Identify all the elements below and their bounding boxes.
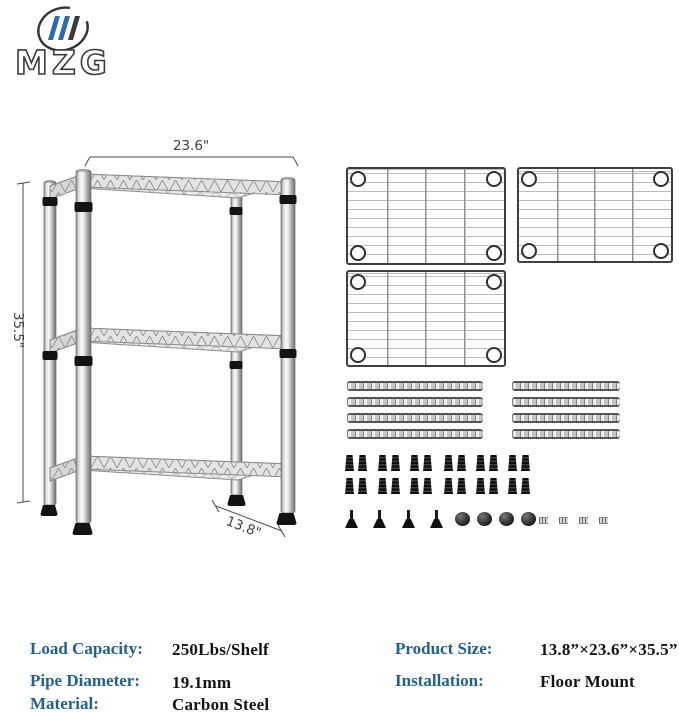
sleeve-part: [489, 455, 498, 471]
sleeve-part: [457, 478, 466, 494]
foot-cap-part: [477, 512, 492, 526]
foot-cap-part: [499, 512, 514, 526]
leveling-foot-part: [402, 510, 415, 530]
sleeve-part: [508, 455, 517, 471]
leveling-foot-part: [430, 510, 443, 530]
pole-part: [347, 413, 483, 423]
sleeve-part: [345, 455, 354, 471]
spec-value-pipe-diameter: 19.1mm: [172, 673, 232, 692]
sleeve-part: [476, 478, 485, 494]
foot-cap-part: [455, 512, 470, 526]
sleeve-part: [444, 455, 453, 471]
pole-part: [347, 429, 483, 439]
sleeve-part: [521, 478, 530, 494]
screw-part: [599, 517, 608, 524]
spec-value-load-capacity: 250Lbs/Shelf: [172, 640, 269, 659]
spec-value-material: Carbon Steel: [172, 695, 270, 714]
sleeve-part: [378, 455, 387, 471]
pole-part: [347, 381, 483, 391]
sleeve-part: [358, 478, 367, 494]
sleeve-part: [345, 478, 354, 494]
pole-part: [512, 413, 620, 423]
leveling-foot-part: [373, 510, 386, 530]
spec-label-pipe-diameter: Pipe Diameter:: [30, 671, 140, 690]
sleeve-part: [410, 478, 419, 494]
spec-label-installation: Installation:: [395, 671, 484, 690]
sleeve-part: [521, 455, 530, 471]
foot-cap-part: [521, 512, 536, 526]
sleeve-part: [444, 478, 453, 494]
sleeve-part: [391, 455, 400, 471]
width-dimension-label: 23.6": [172, 138, 210, 154]
sleeve-part: [358, 455, 367, 471]
pole-part: [347, 397, 483, 407]
sleeve-part: [378, 478, 387, 494]
spec-label-material: Material:: [30, 694, 99, 713]
depth-dimension-label: 13.8": [223, 513, 264, 542]
height-dimension-label: 35.5": [10, 311, 26, 349]
pole-part: [512, 397, 620, 407]
spec-value-installation: Floor Mount: [540, 672, 635, 691]
sleeve-part: [423, 478, 432, 494]
sleeve-part: [508, 478, 517, 494]
sleeve-part: [410, 455, 419, 471]
pole-part: [512, 381, 620, 391]
spec-label-load-capacity: Load Capacity:: [30, 639, 143, 658]
pole-part: [512, 429, 620, 439]
screw-part: [539, 517, 548, 524]
spec-label-product-size: Product Size:: [395, 639, 493, 658]
sleeve-part: [476, 455, 485, 471]
sleeve-part: [489, 478, 498, 494]
screw-part: [559, 517, 568, 524]
screw-part: [579, 517, 588, 524]
sleeve-part: [391, 478, 400, 494]
sleeve-part: [457, 455, 466, 471]
leveling-foot-part: [345, 510, 358, 530]
spec-value-product-size: 13.8”×23.6”×35.5”: [540, 640, 678, 659]
sleeve-part: [423, 455, 432, 471]
logo-text: MZG: [15, 43, 111, 82]
